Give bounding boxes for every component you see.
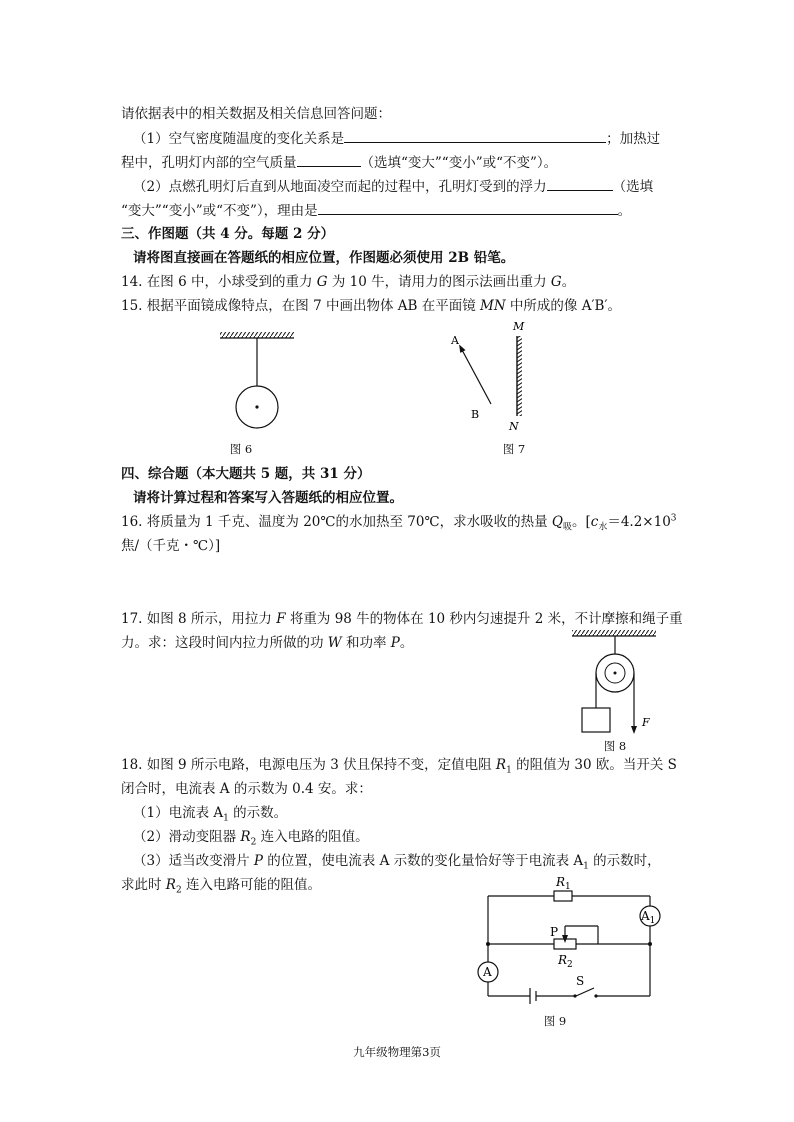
q16-c: c	[590, 514, 599, 530]
fig9-label-a1: $A_1$	[641, 909, 656, 926]
fig6-caption: 图 6	[229, 442, 253, 456]
intro-text: 请依据表中的相关数据及相关信息回答问题：	[121, 106, 391, 122]
q14-num: 14.	[121, 274, 143, 290]
q17-p: P	[390, 635, 400, 651]
q18-p3-b: 的位置，使电流表 A 示数的变化量恰好等于电流表 A	[262, 853, 584, 869]
q14-text-c: 。	[561, 274, 576, 290]
q17-f: F	[276, 611, 286, 627]
q18-p2-sub: 2	[250, 837, 257, 848]
fig7-mirror-back	[517, 336, 522, 416]
figure-6	[215, 330, 299, 436]
q17-text-b: 将重为 98 牛的物体在 10 秒内匀速提升 2 米，不计摩擦和绳子重	[285, 611, 683, 627]
q13-part1-line1	[133, 128, 660, 149]
q17-text-d: 和功率	[341, 635, 391, 651]
q16-text-c: ＝4.2×10	[607, 514, 671, 530]
q16-q: Q	[551, 514, 563, 530]
fig8-weight	[582, 708, 610, 732]
q17-w: W	[327, 635, 342, 651]
fig7-caption: 图 7	[502, 442, 526, 456]
fig7-label-b: B	[471, 408, 480, 421]
q14-g1: G	[316, 274, 328, 290]
q16-exp: 3	[670, 513, 677, 524]
page-footer: 九年级物理第3页	[353, 1045, 441, 1059]
q18-p4-b: 连入电路可能的阻值。	[181, 877, 321, 893]
q18-text-b: 的阻值为 30 欧。当开关 S	[511, 757, 677, 773]
fig9-label-r2: $R_2$	[558, 953, 573, 970]
q13-blank-3	[547, 176, 613, 191]
q17-text-a: 17. 如图 8 所示，用拉力	[121, 611, 277, 627]
q13-blank-4	[318, 200, 618, 215]
q13-part2-line2	[121, 200, 631, 221]
q18-p3-a: （3）适当改变滑片	[133, 853, 254, 869]
q13-p2-d: 。	[617, 203, 632, 219]
q17-text-e: 。	[399, 635, 414, 651]
fig8-ceiling	[572, 630, 656, 636]
q18-p2-b: 连入电路的阻值。	[256, 829, 369, 845]
q16-c-sub: 水	[598, 522, 608, 533]
figure-7	[445, 318, 535, 438]
section4-title: 四、综合题（本大题共 5 题，共 31 分）	[121, 466, 371, 482]
q18-p3-c: 的示数时，	[588, 853, 661, 869]
section3-title: 三、作图题（共 4 分。每题 2 分）	[121, 226, 335, 242]
fig9-caption: 图 9	[543, 1014, 567, 1028]
q18-p4-r: R	[165, 877, 176, 893]
q15-mn: MN	[480, 298, 506, 314]
q13-p1-c: 程中，孔明灯内部的空气质量	[121, 155, 297, 171]
fig6-ceiling	[220, 332, 294, 338]
q17-line1	[121, 609, 683, 629]
q17-line2	[121, 633, 413, 653]
fig8-caption: 图 8	[603, 739, 627, 753]
q18-line2: 闭合时，电流表 A 的示数为 0.4 安。求：	[121, 781, 372, 797]
fig6-center-dot	[255, 405, 258, 408]
fig7-label-m: M	[513, 320, 525, 333]
fig9-r2	[554, 939, 576, 949]
q18-part1	[133, 803, 287, 823]
section4-note: 请将计算过程和答案写入答题纸的相应位置。	[133, 490, 403, 506]
figure-8	[570, 628, 660, 738]
q16-line1	[121, 512, 677, 532]
q18-p3-sub: 1	[583, 861, 589, 872]
figure-9	[466, 870, 676, 1010]
q18-p3-p: P	[253, 853, 263, 869]
q13-p2-b: （选填	[612, 179, 654, 195]
q18-line1	[121, 755, 677, 775]
fig9-label-a: A	[483, 965, 492, 979]
q16-line2: 焦/（千克・℃）]	[121, 538, 221, 554]
q13-p1-d: （选填“变大”“变小”或“不变”）。	[360, 155, 558, 171]
section3-note: 请将图直接画在答题纸的相应位置，作图题必须使用 2B 铅笔。	[133, 250, 515, 266]
q15-text-b: 中所成的像 A′B′。	[505, 298, 622, 314]
q18-p1-sub: 1	[223, 813, 229, 824]
q13-blank-2	[297, 152, 361, 167]
fig9-switch	[576, 988, 594, 996]
q14-g2: G	[550, 274, 562, 290]
q16-q-sub: 吸	[562, 522, 572, 533]
q13-part1-line2	[121, 152, 557, 173]
q18-r-sub: 1	[506, 765, 512, 776]
q18-part2	[133, 827, 369, 847]
q13-part2-line1	[133, 176, 653, 197]
q18-r: R	[495, 757, 507, 773]
q18-text-a: 18. 如图 9 所示电路，电源电压为 3 伏且保持不变，定值电阻	[121, 757, 496, 773]
q16-text-a: 16. 将质量为 1 千克、温度为 20℃的水加热至 70℃，求水吸收的热量	[121, 514, 552, 530]
q18-part3	[133, 851, 661, 871]
q18-p2-r: R	[240, 829, 251, 845]
q13-p1-a: （1）空气密度随温度的变化关系是	[133, 131, 345, 147]
fig9-r1	[554, 891, 572, 901]
q14-text-a: 在图 6 中，小球受到的重力	[142, 274, 317, 290]
q15-num: 15.	[121, 298, 143, 314]
fig9-label-s: S	[576, 974, 585, 988]
q16-text-b: 。[	[571, 514, 591, 530]
fig9-label-r1: $R_1$	[556, 875, 571, 892]
q18-part3-cont	[121, 875, 321, 895]
q15-text	[121, 296, 621, 316]
q18-p1-a: （1）电流表 A	[133, 805, 224, 821]
q14-text	[121, 272, 575, 292]
q13-p2-c: “变大”“变小”或“不变”），理由是	[121, 203, 318, 219]
q14-text-b: 为 10 牛，请用力的图示法画出重力	[327, 274, 551, 290]
q18-p4-sub: 2	[175, 885, 182, 896]
fig7-object-ab	[461, 348, 491, 404]
q18-p2-a: （2）滑动变阻器	[133, 829, 241, 845]
fig9-label-p: P	[550, 925, 559, 939]
q15-text-a: 根据平面镜成像特点，在图 7 中画出物体 AB 在平面镜	[142, 298, 480, 314]
fig7-label-n: N	[509, 420, 519, 433]
q17-text-c: 力。求：这段时间内拉力所做的功	[121, 635, 328, 651]
fig8-label-f: F	[642, 716, 650, 729]
q18-p4-a: 求此时	[121, 877, 166, 893]
q13-p1-b: ；加热过	[606, 131, 661, 147]
q13-p2-a: （2）点燃孔明灯后直到从地面凌空而起的过程中，孔明灯受到的浮力	[133, 179, 547, 195]
q18-p1-b: 的示数。	[228, 805, 288, 821]
fig7-label-a: A	[451, 334, 459, 347]
q13-blank-1	[344, 128, 606, 143]
